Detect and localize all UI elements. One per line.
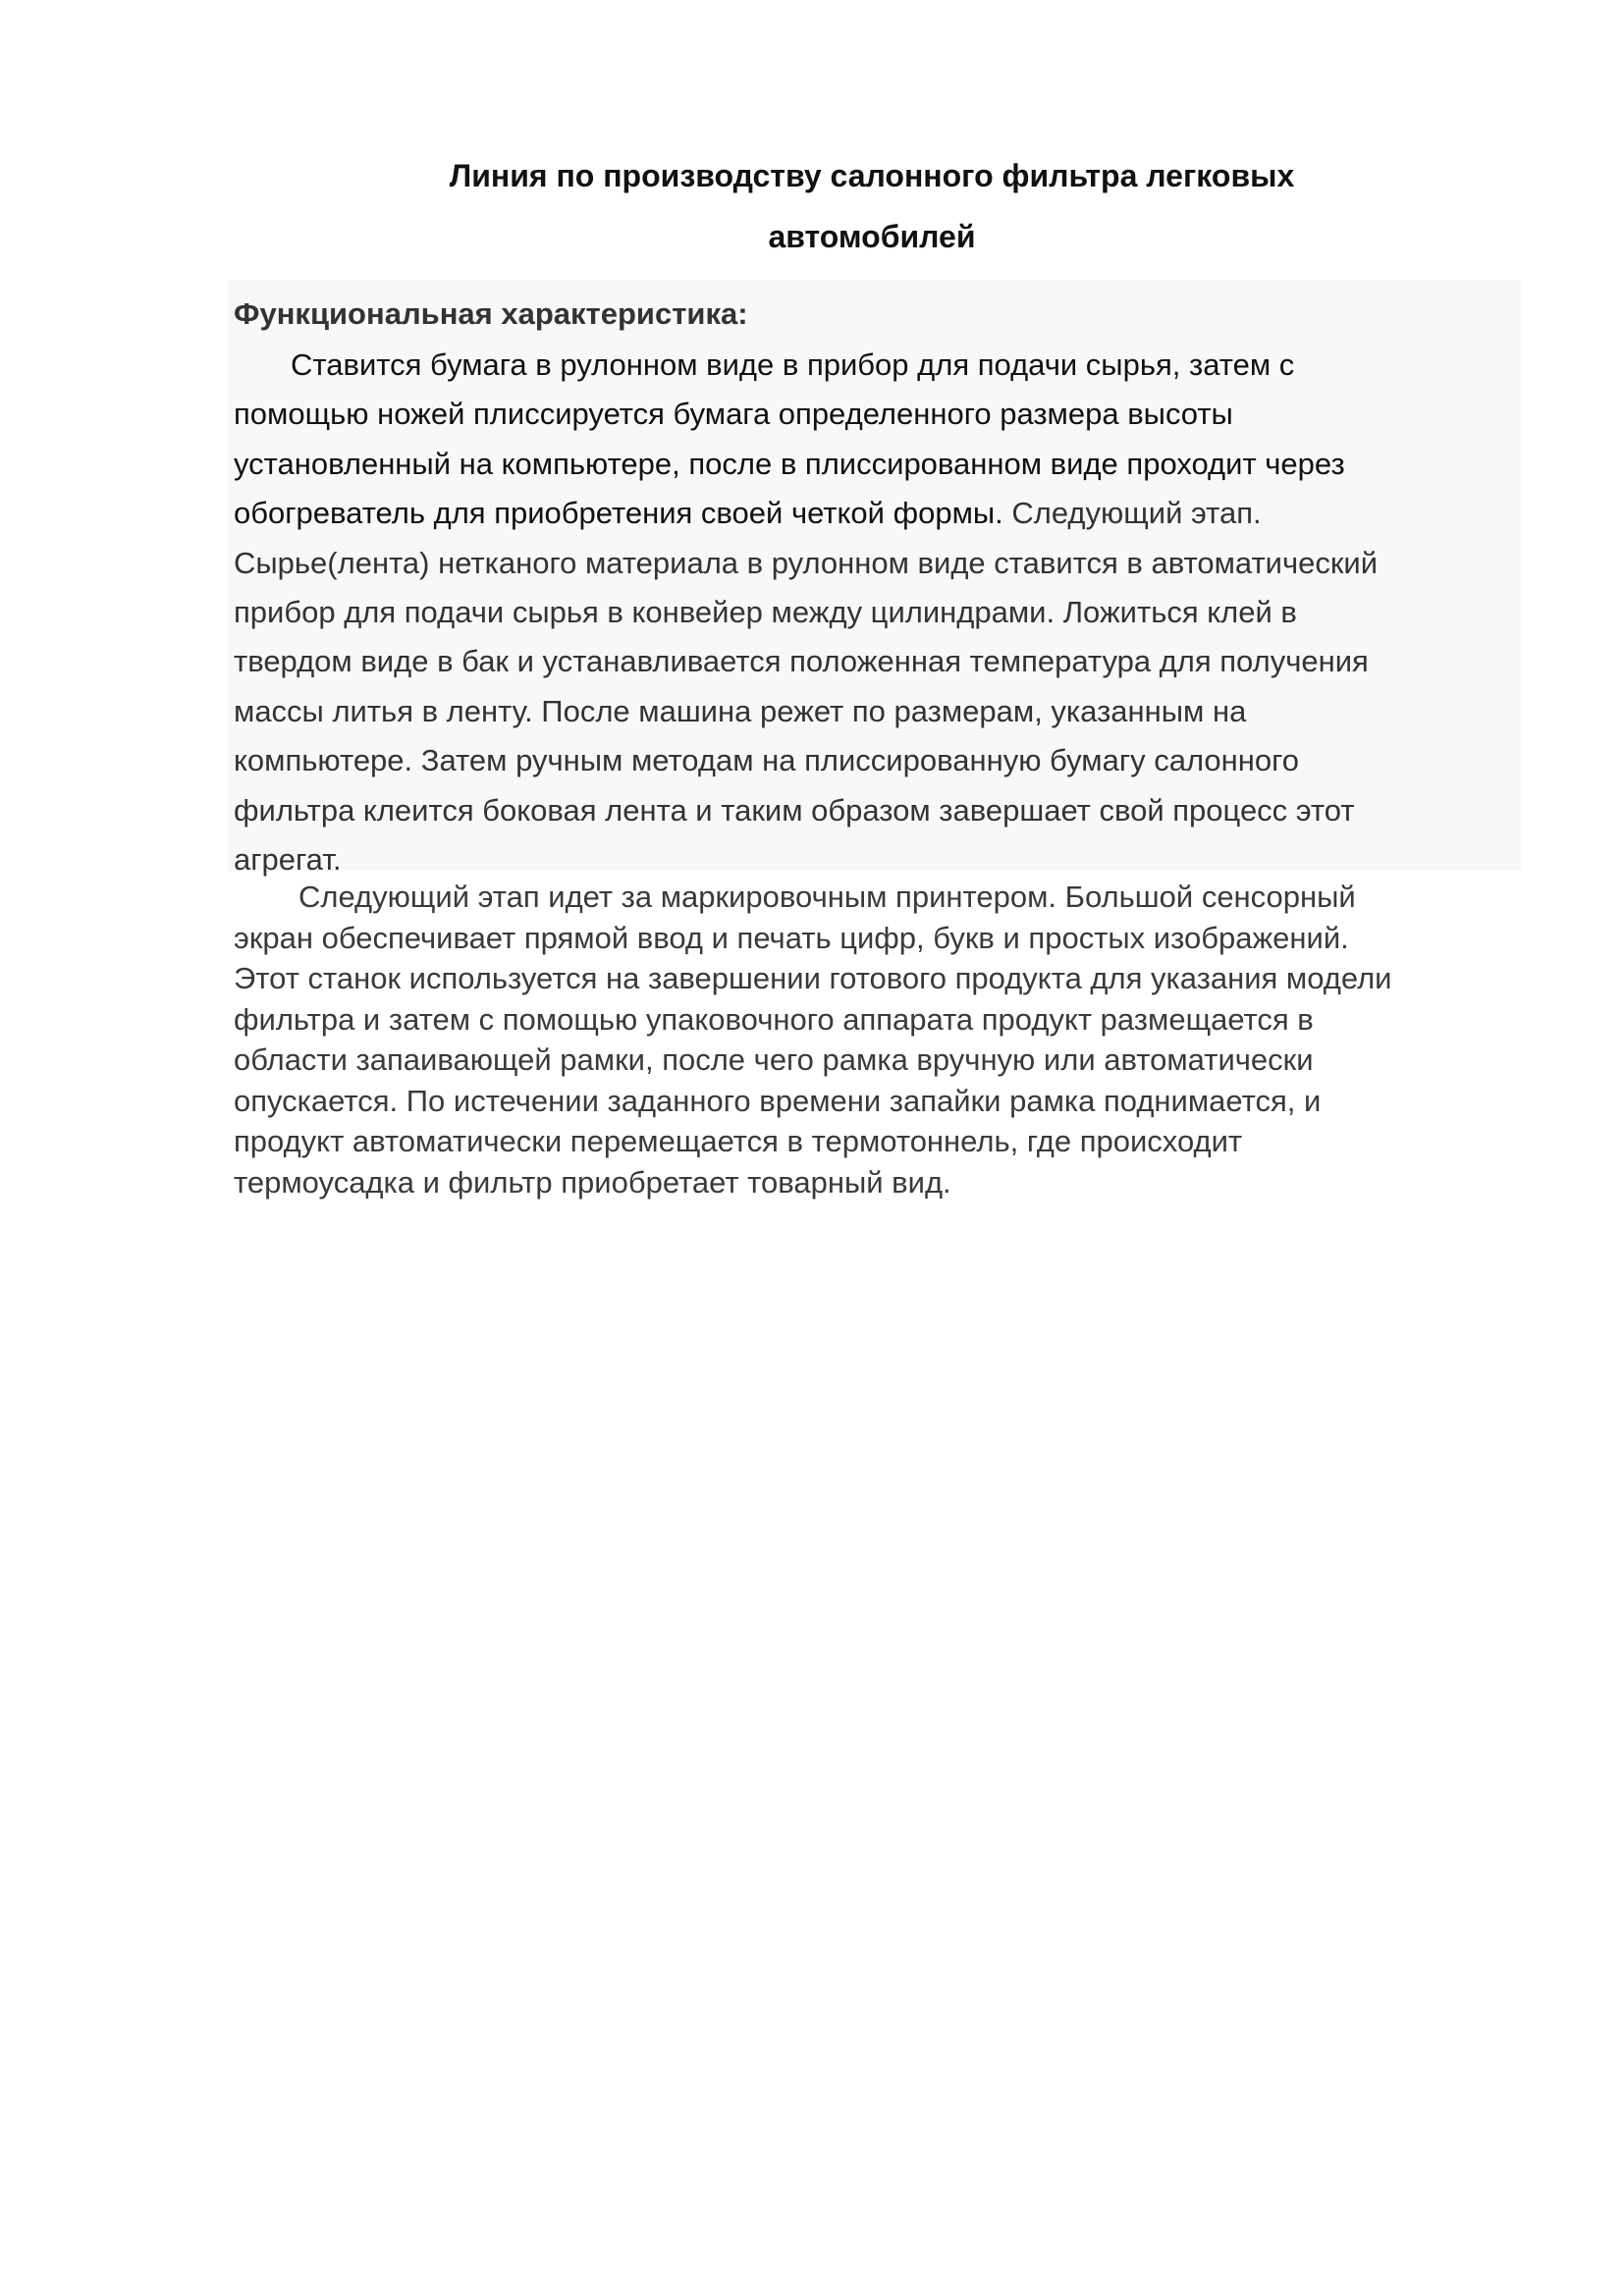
paragraph-1-line-rest-part: Следующий этап. <box>1002 496 1262 531</box>
paragraph-2-line: фильтра и затем с помощью упаковочного аппарата продукт размещается в <box>234 1001 1314 1037</box>
paragraph-1-line: Ставится бумага в рулонном виде в прибор для подачи сырья, затем с <box>291 347 1295 382</box>
paragraph-1-line: фильтра клеится боковая лента и таким образом завершает свой процесс этот <box>234 792 1355 828</box>
paragraph-1-line <box>234 489 1520 538</box>
paragraph-1-line: массы литья в ленту. После машина режет по размерам, указанным на <box>234 693 1247 728</box>
paragraph-1-line-dark-part: обогреватель для приобретения своей четкой формы. <box>234 496 1003 531</box>
paragraph-1-line: Сырье(лента) нетканого материала в рулонном виде ставится в автоматический <box>234 545 1379 580</box>
section-label: Функциональная характеристика: <box>234 296 748 331</box>
document-title-line-1: Линия по производству салонного фильтра легковых <box>449 158 1295 193</box>
paragraph-2-line: области запаивающей рамки, после чего рамка вручную или автоматически <box>234 1042 1314 1077</box>
paragraph-1-line: твердом виде в бак и устанавливается положенная температура для получения <box>234 644 1369 679</box>
paragraph-2-line: термоусадка и фильтр приобретает товарный вид. <box>234 1164 951 1200</box>
document-title-line-2: автомобилей <box>768 219 976 254</box>
paragraph-1-line: компьютере. Затем ручным методам на плиссированную бумагу салонного <box>234 743 1300 778</box>
paragraph-2-line: Этот станок используется на завершении готового продукта для указания модели <box>234 961 1392 995</box>
paragraph-1-line: агрегат. <box>234 842 342 878</box>
paragraph-1-line: помощью ножей плиссируется бумага определенного размера высоты <box>234 397 1233 432</box>
paragraph-1-line: установленный на компьютере, после в плиссированном виде проходит через <box>234 446 1345 481</box>
paragraph-2-line: опускается. По истечении заданного времени запайки рамка поднимается, и <box>234 1083 1322 1118</box>
paragraph-2-line: экран обеспечивает прямой ввод и печать цифр, букв и простых изображений. <box>234 920 1349 955</box>
paragraph-1 <box>234 341 1520 884</box>
paragraph-1-line: прибор для подачи сырья в конвейер между цилиндрами. Ложиться клей в <box>234 595 1297 630</box>
paragraph-2 <box>234 877 1520 1202</box>
paragraph-2-line: продукт автоматически перемещается в термотоннель, где происходит <box>234 1124 1243 1158</box>
paragraph-2-line: Следующий этап идет за маркировочным принтером. Большой сенсорный <box>298 880 1356 914</box>
